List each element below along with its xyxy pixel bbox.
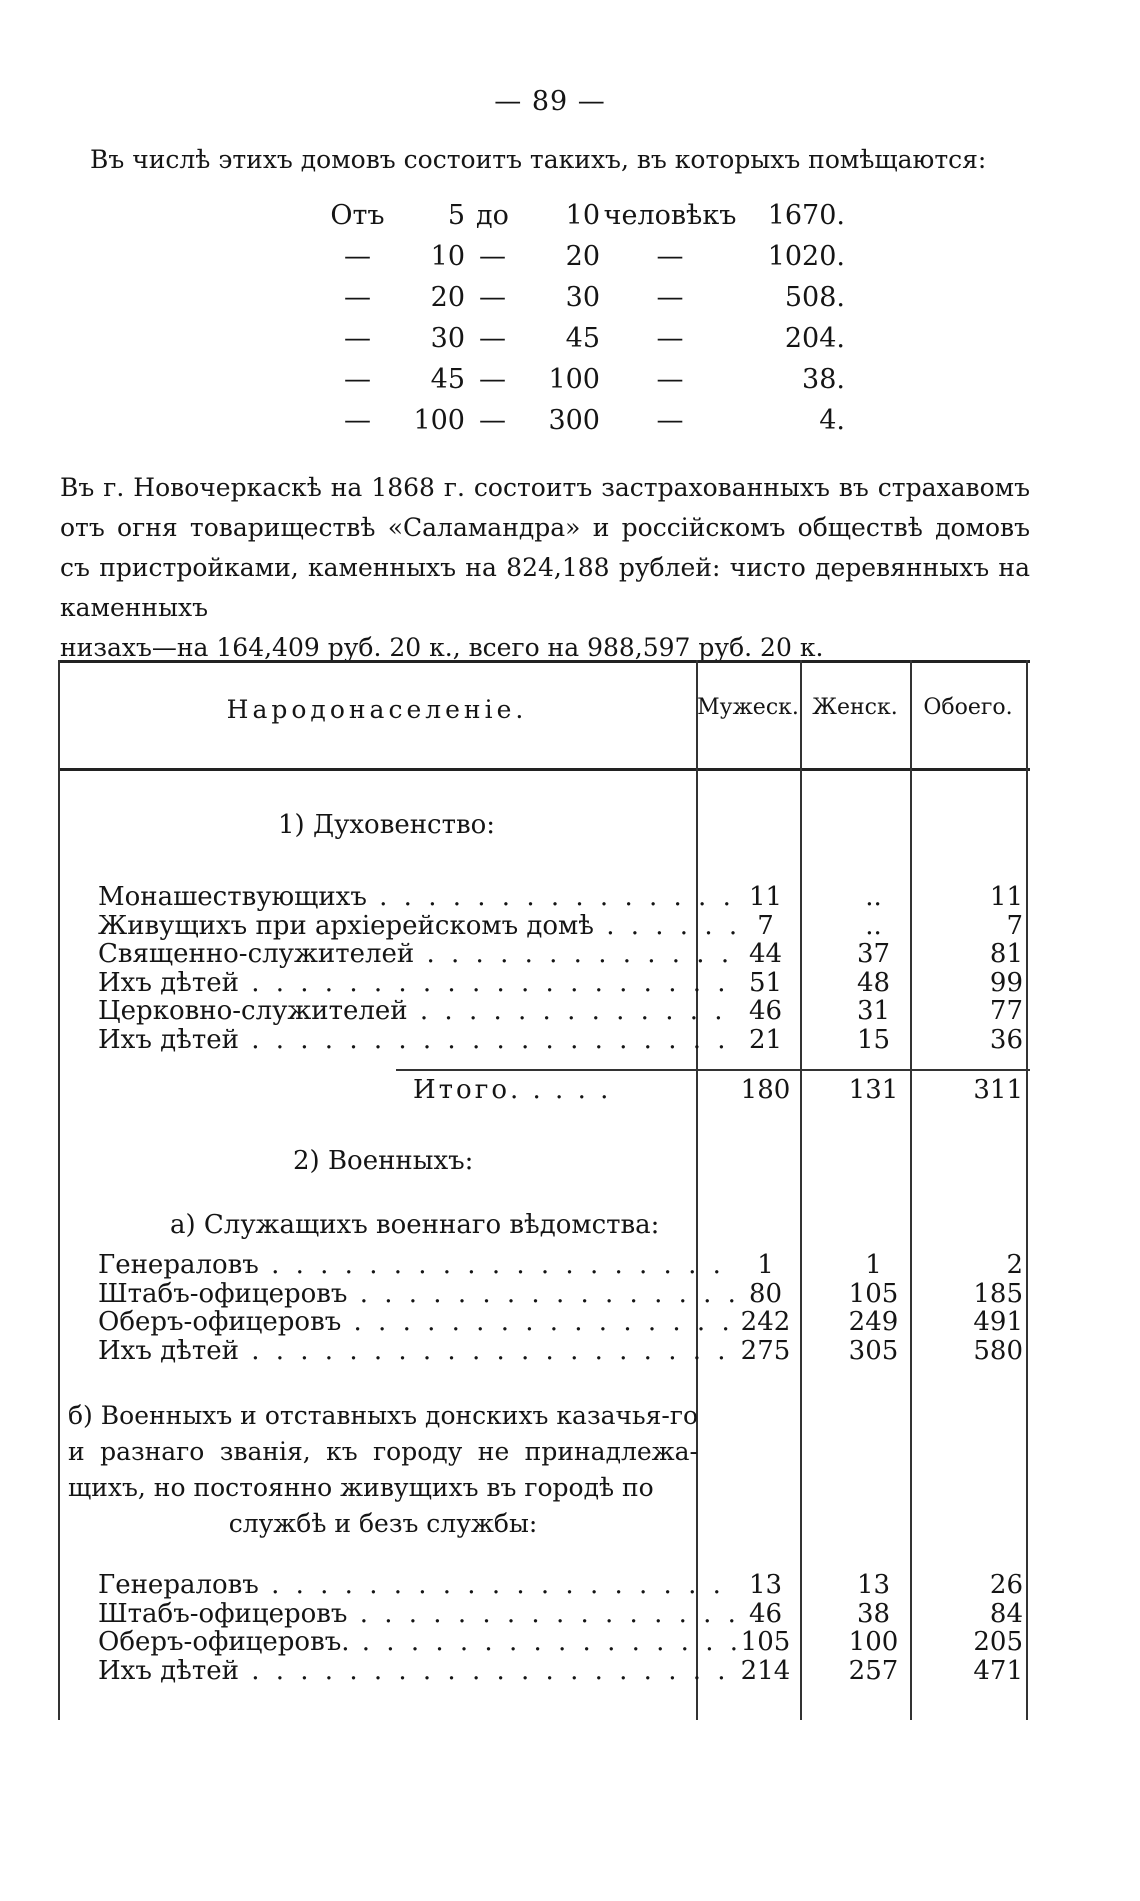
household-row bbox=[320, 359, 845, 400]
row-label: Монашествующихъ . . . bbox=[98, 882, 738, 912]
population-table bbox=[58, 660, 1030, 1720]
row-both: 185 bbox=[973, 1278, 1023, 1309]
row-label: Ихъ дѣтей . . . bbox=[98, 968, 738, 998]
total-row bbox=[58, 1075, 1030, 1109]
subsection-a-title: а) Служащихъ военнаго вѣдомства: bbox=[170, 1210, 660, 1240]
header-both: Обоего. bbox=[923, 695, 1013, 720]
table-row bbox=[98, 1025, 1028, 1059]
household-row bbox=[320, 236, 845, 277]
household-from: 5 bbox=[447, 200, 465, 231]
row-both: 99 bbox=[989, 967, 1023, 998]
row-both: 84 bbox=[989, 1598, 1023, 1629]
row-label: Оберъ-офицеровъ. . . . bbox=[98, 1627, 738, 1657]
row-male: 21 bbox=[748, 1024, 783, 1055]
table-col-rule-1 bbox=[696, 660, 698, 1720]
row-female: 1 bbox=[865, 1250, 882, 1280]
household-pre: — bbox=[344, 282, 371, 313]
household-sep: — bbox=[479, 364, 506, 395]
household-from: 10 bbox=[430, 241, 465, 272]
row-both: 471 bbox=[973, 1655, 1023, 1686]
household-row bbox=[320, 195, 845, 236]
table-col-rule-2 bbox=[800, 660, 802, 1720]
row-male: 105 bbox=[740, 1627, 791, 1657]
table-row bbox=[98, 1656, 1028, 1690]
household-to: 300 bbox=[548, 405, 600, 436]
row-male: 214 bbox=[740, 1655, 791, 1686]
household-num: 4. bbox=[819, 405, 845, 436]
row-male: 51 bbox=[748, 967, 783, 998]
household-to: 20 bbox=[565, 241, 600, 272]
row-female: 249 bbox=[848, 1307, 899, 1337]
row-both: 7 bbox=[1006, 910, 1023, 941]
subsection-b-body: б) Военныхъ и отставныхъ донскихъ казачья-го и разнаго званія, къ городу не принадлежа-щихъ, но постоянно живущихъ въ городѣ по bbox=[68, 1401, 698, 1502]
insurance-paragraph-last: низахъ—на 164,409 руб. 20 к., всего на 988,597 руб. 20 к. bbox=[60, 633, 824, 662]
household-size-list bbox=[320, 195, 845, 441]
row-female: 100 bbox=[848, 1627, 899, 1657]
intro-text: Въ числѣ этихъ домовъ состоитъ такихъ, въ которыхъ помѣщаются: bbox=[90, 145, 987, 174]
row-female: 13 bbox=[856, 1570, 891, 1600]
row-label: Оберъ-офицеровъ . . . bbox=[98, 1307, 738, 1337]
table-top-rule bbox=[58, 660, 1030, 663]
household-sep: — bbox=[479, 282, 506, 313]
household-pre: Отъ bbox=[330, 200, 385, 231]
row-female: 15 bbox=[856, 1024, 891, 1055]
total-label: Итого. . . . . bbox=[413, 1075, 612, 1105]
row-both: 491 bbox=[973, 1307, 1023, 1337]
table-right-rule bbox=[1026, 660, 1028, 1720]
row-female: 31 bbox=[856, 996, 891, 1026]
header-population: Народонаселеніе. bbox=[226, 695, 528, 724]
total-rule bbox=[396, 1069, 1030, 1071]
row-male: 46 bbox=[748, 996, 783, 1026]
insurance-paragraph-body: Въ г. Новочеркаскѣ на 1868 г. состоитъ застрахованныхъ въ страхавомъ отъ огня товариществѣ «Саламандра» и россійскомъ обществѣ домовъ съ пристройками, каменныхъ на 824,188 рублей: чисто деревянныхъ на каменныхъ bbox=[60, 473, 1030, 622]
row-male: 46 bbox=[748, 1598, 783, 1629]
household-to: 45 bbox=[565, 323, 600, 354]
row-both: 81 bbox=[989, 939, 1023, 969]
household-to: 30 bbox=[565, 282, 600, 313]
row-female: 48 bbox=[856, 967, 891, 998]
household-sep: до bbox=[476, 200, 509, 231]
row-label: Священно-служителей . . . bbox=[98, 939, 738, 969]
row-both: 26 bbox=[989, 1570, 1023, 1600]
household-unit: человѣкъ bbox=[603, 200, 737, 231]
row-both: 11 bbox=[989, 882, 1023, 912]
household-pre: — bbox=[344, 405, 371, 436]
row-label: Штабъ-офицеровъ . . . bbox=[98, 1279, 738, 1309]
row-male: 7 bbox=[757, 910, 774, 941]
household-row bbox=[320, 400, 845, 441]
subsection-b-text bbox=[68, 1398, 698, 1542]
row-label: Генераловъ . . . bbox=[98, 1570, 738, 1600]
row-male: 275 bbox=[740, 1335, 791, 1366]
total-female: 131 bbox=[848, 1075, 899, 1105]
row-both: 205 bbox=[973, 1627, 1023, 1657]
row-label: Ихъ дѣтей . . . bbox=[98, 1656, 738, 1686]
household-unit: — bbox=[656, 405, 684, 436]
row-label: Ихъ дѣтей . . . bbox=[98, 1025, 738, 1055]
row-female: .. bbox=[865, 882, 882, 912]
household-to: 10 bbox=[565, 200, 600, 231]
row-both: 580 bbox=[973, 1335, 1023, 1366]
household-unit: — bbox=[656, 282, 684, 313]
household-num: 1020. bbox=[767, 241, 845, 272]
household-sep: — bbox=[479, 323, 506, 354]
header-female: Женск. bbox=[812, 695, 898, 720]
row-male: 13 bbox=[748, 1570, 783, 1600]
row-female: 257 bbox=[848, 1655, 899, 1686]
row-label: Штабъ-офицеровъ . . . bbox=[98, 1599, 738, 1629]
row-male: 1 bbox=[757, 1250, 774, 1280]
row-male: 11 bbox=[748, 882, 783, 912]
row-female: 38 bbox=[856, 1598, 891, 1629]
row-female: 105 bbox=[848, 1278, 899, 1309]
row-both: 77 bbox=[989, 996, 1023, 1026]
household-unit: — bbox=[656, 323, 684, 354]
row-female: 305 bbox=[848, 1335, 899, 1366]
household-pre: — bbox=[344, 241, 371, 272]
insurance-paragraph bbox=[60, 468, 1030, 668]
table-row bbox=[98, 1336, 1028, 1370]
household-sep: — bbox=[479, 405, 506, 436]
row-female: .. bbox=[865, 910, 882, 941]
household-from: 20 bbox=[430, 282, 465, 313]
table-col-rule-3 bbox=[910, 660, 912, 1720]
total-both: 311 bbox=[973, 1075, 1023, 1105]
total-male: 180 bbox=[740, 1075, 791, 1105]
row-male: 242 bbox=[740, 1307, 791, 1337]
household-pre: — bbox=[344, 364, 371, 395]
subsection-b-last: службѣ и безъ службы: bbox=[228, 1509, 538, 1538]
row-label: Живущихъ при архіерейскомъ домѣ . . . bbox=[98, 911, 738, 941]
header-male: Мужеск. bbox=[697, 695, 799, 720]
household-from: 100 bbox=[413, 405, 465, 436]
household-pre: — bbox=[344, 323, 371, 354]
row-female: 37 bbox=[856, 939, 891, 969]
row-both: 2 bbox=[1006, 1250, 1023, 1280]
row-label: Ихъ дѣтей . . . bbox=[98, 1336, 738, 1366]
row-male: 80 bbox=[748, 1278, 783, 1309]
household-unit: — bbox=[656, 364, 684, 395]
page-number: — 89 — bbox=[494, 86, 606, 117]
household-row bbox=[320, 318, 845, 359]
household-to: 100 bbox=[548, 364, 600, 395]
household-row bbox=[320, 277, 845, 318]
household-num: 508. bbox=[784, 282, 845, 313]
household-unit: — bbox=[656, 241, 684, 272]
table-left-rule bbox=[58, 660, 60, 1720]
household-num: 38. bbox=[802, 364, 845, 395]
household-num: 1670. bbox=[767, 200, 845, 231]
household-from: 45 bbox=[430, 364, 465, 395]
section-clergy-title: 1) Духовенство: bbox=[278, 810, 496, 840]
row-label: Церковно-служителей . . . bbox=[98, 996, 738, 1026]
section-military-title: 2) Военныхъ: bbox=[293, 1146, 474, 1176]
row-label: Генераловъ . . . bbox=[98, 1250, 738, 1280]
row-both: 36 bbox=[989, 1024, 1023, 1055]
household-num: 204. bbox=[784, 323, 845, 354]
row-male: 44 bbox=[748, 939, 783, 969]
table-header-rule bbox=[58, 768, 1030, 771]
household-from: 30 bbox=[430, 323, 465, 354]
household-sep: — bbox=[479, 241, 506, 272]
